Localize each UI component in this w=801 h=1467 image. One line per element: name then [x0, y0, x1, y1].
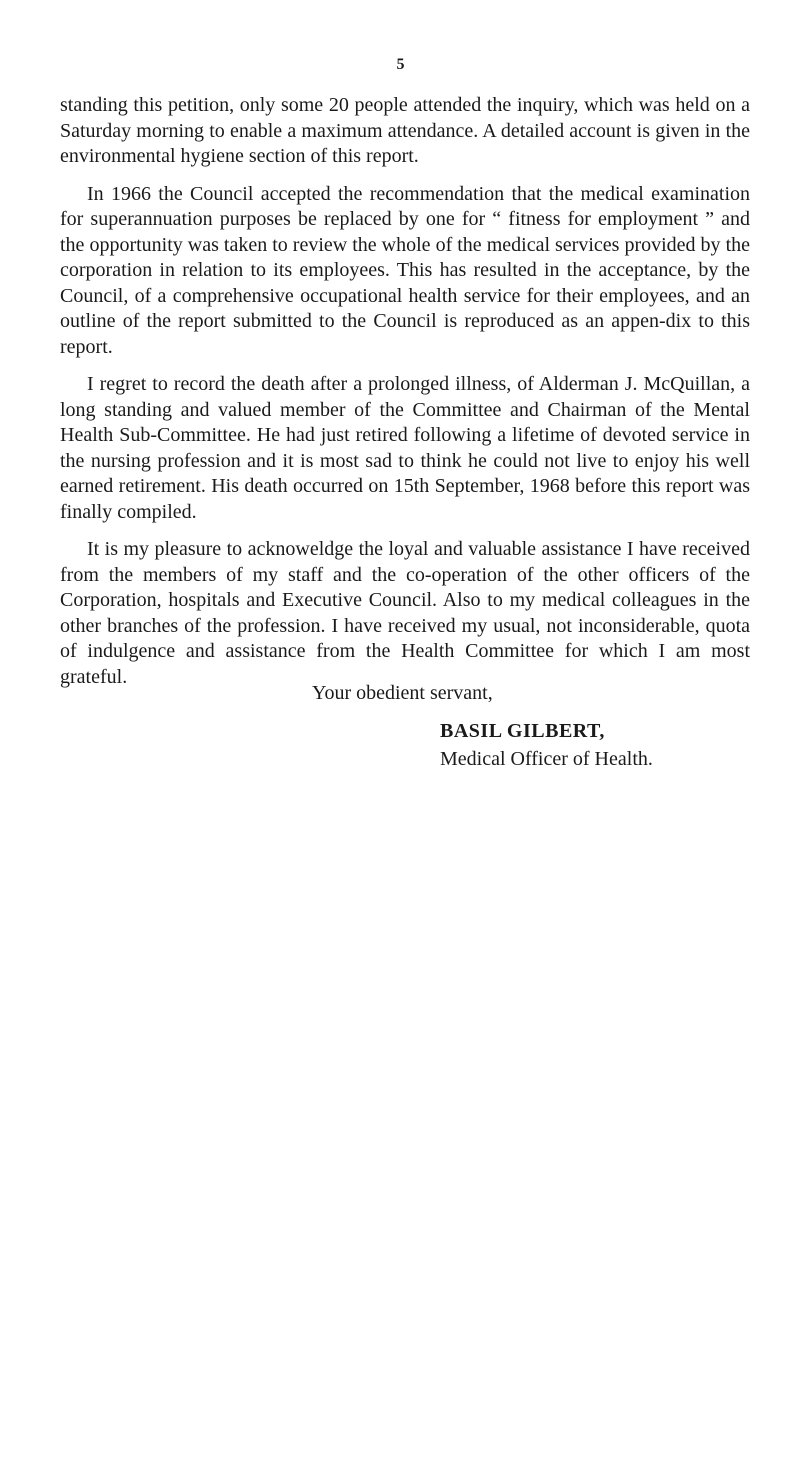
paragraph-acknowledgements: It is my pleasure to acknoweldge the loyal and valuable assistance I have received from the members of my staff and the co-operation of the other officers of the Corporation, hospitals and Executive Council. Also to my medical colleagues in the other branches of the profession. I have received my usual, not inconsiderable, quota of indulgence and assistance from the Health Committee for which I am most grateful.: [60, 538, 750, 688]
signatory-title: Medical Officer of Health.: [440, 748, 653, 770]
paragraph-petition-inquiry: standing this petition, only some 20 people attended the inquiry, which was held on a Saturday morning to enable a maximum attendance. A detailed account is given in the environmental hygiene section of this report.: [60, 94, 750, 167]
signatory-name: BASIL GILBERT,: [440, 720, 605, 742]
page-number: 5: [396, 56, 405, 73]
valediction: Your obedient servant,: [312, 682, 493, 704]
report-body: [60, 93, 750, 702]
paragraph-occupational-health: In 1966 the Council accepted the recommendation that the medical examination for superannuation purposes be replaced by one for “ fitness for employment ” and the opportunity was taken to review the whole of the medical services provided by the corporation in relation to its employees. This has resulted in the acceptance, by the Council, of a comprehensive occupational health service for their employees, and an outline of the report submitted to the Council is reproduced as an appen-dix to this report.: [60, 182, 750, 358]
paragraph-obituary: I regret to record the death after a prolonged illness, of Alderman J. McQuillan, a long standing and valued member of the Committee and Chairman of the Mental Health Sub-Committee. He had just retired following a lifetime of devoted service in the nursing profession and it is most sad to think he could not live to enjoy his well earned retirement. His death occurred on 15th September, 1968 before this report was finally compiled.: [60, 373, 750, 523]
